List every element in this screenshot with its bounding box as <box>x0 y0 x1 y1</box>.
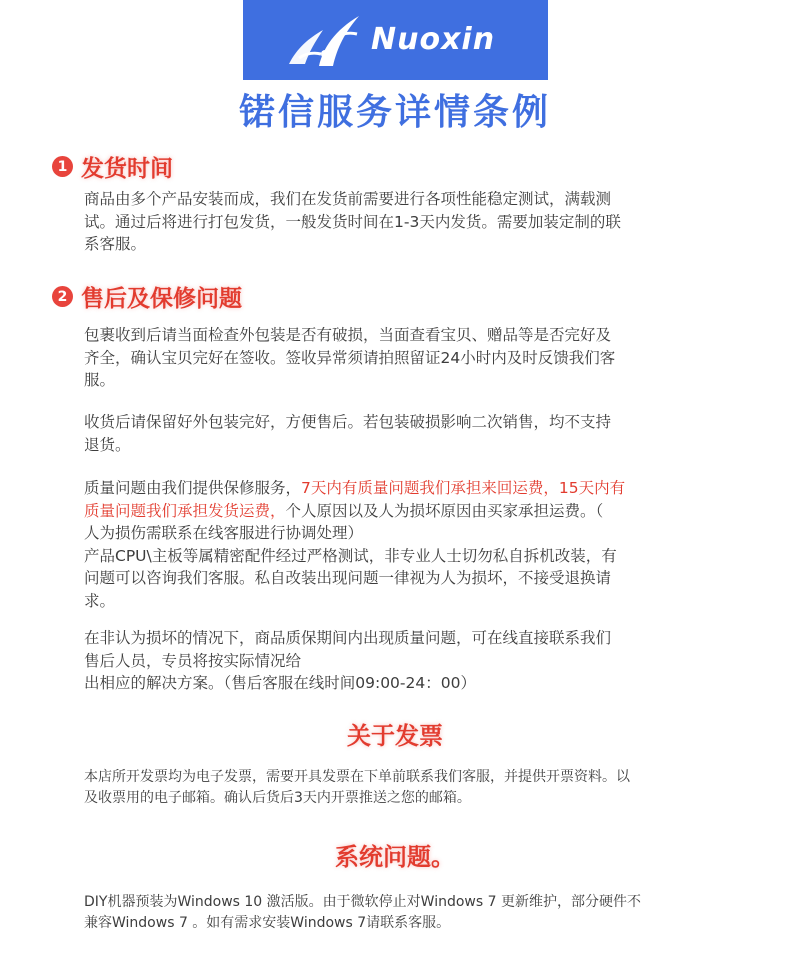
after-sales-paragraph-support: 在非认为损坏的情况下，商品质保期间内出现质量问题，可在线直接联系我们 售后人员，专员将按实际情况给 出相应的解决方案。（售后客服在线时间09:00-24：00） <box>84 629 612 692</box>
after-sales-paragraph-inspection: 包裹收到后请当面检查外包装是否有破损，当面查看宝贝、赠品等是否完好及 齐全，确认宝贝完好在签收。签收异常须请拍照留证24小时内及时反馈我们客 服。 <box>84 326 616 389</box>
section-after-sales-title: 售后及保修问题 <box>81 286 242 312</box>
page-title: 锘信服务详情条例 <box>238 92 551 133</box>
section-number-badge: 2 <box>52 286 73 307</box>
brand-name: Nuoxin <box>371 22 496 57</box>
section-invoice-title: 关于发票 <box>347 722 443 750</box>
warranty-highlight: 7天内有质量问题我们承担来回运费，15天内有 <box>301 479 626 497</box>
section-shipping-title: 发货时间 <box>81 156 173 182</box>
section-system-title: 系统问题。 <box>335 843 455 871</box>
system-paragraph: DIY机器预装为Windows 10 激活版。由于微软停止对Windows 7 更新维护，部分硬件不 兼容Windows 7 。如有需求安装Windows 7请联系客服。 <box>84 894 641 931</box>
section-shipping-header <box>52 150 173 183</box>
brand-leaf-icon <box>279 8 369 72</box>
warranty-highlight: 质量问题我们承担发货运费， <box>84 501 286 520</box>
invoice-paragraph: 本店所开发票均为电子发票，需要开具发票在下单前联系我们客服，并提供开票资料。以 及收票用的电子邮箱。确认后货后3天内开票推送之您的邮箱。 <box>84 769 630 806</box>
after-sales-paragraph-packaging: 收货后请保留好外包装完好，方便售后。若包装破损影响二次销售，均不支持 退货。 <box>84 413 612 454</box>
brand-logo <box>243 0 548 80</box>
after-sales-paragraph-warranty: 质量问题由我们提供保修服务，7天内有质量问题我们承担来回运费，15天内有 质量问题我们承担发货运费，个人原因以及人为损坏原因由买家承担运费。（ 人为损伤需联系在线客服进行协调处理） 产品CPU\主板等属精密配件经过严格测试，非专业人士切勿私自拆机改装，有 问题可以咨询我们客服。私自改装出现问题一律视为人为损坏，不接受退换请 求。 <box>84 479 626 610</box>
section-after-sales-header <box>52 280 242 313</box>
section-number-badge: 1 <box>52 156 73 177</box>
shipping-paragraph: 商品由多个产品安装而成，我们在发货前需要进行各项性能稳定测试，满载测 试。通过后将进行打包发货，一般发货时间在1-3天内发货。需要加装定制的联 系客服。 <box>84 190 621 253</box>
